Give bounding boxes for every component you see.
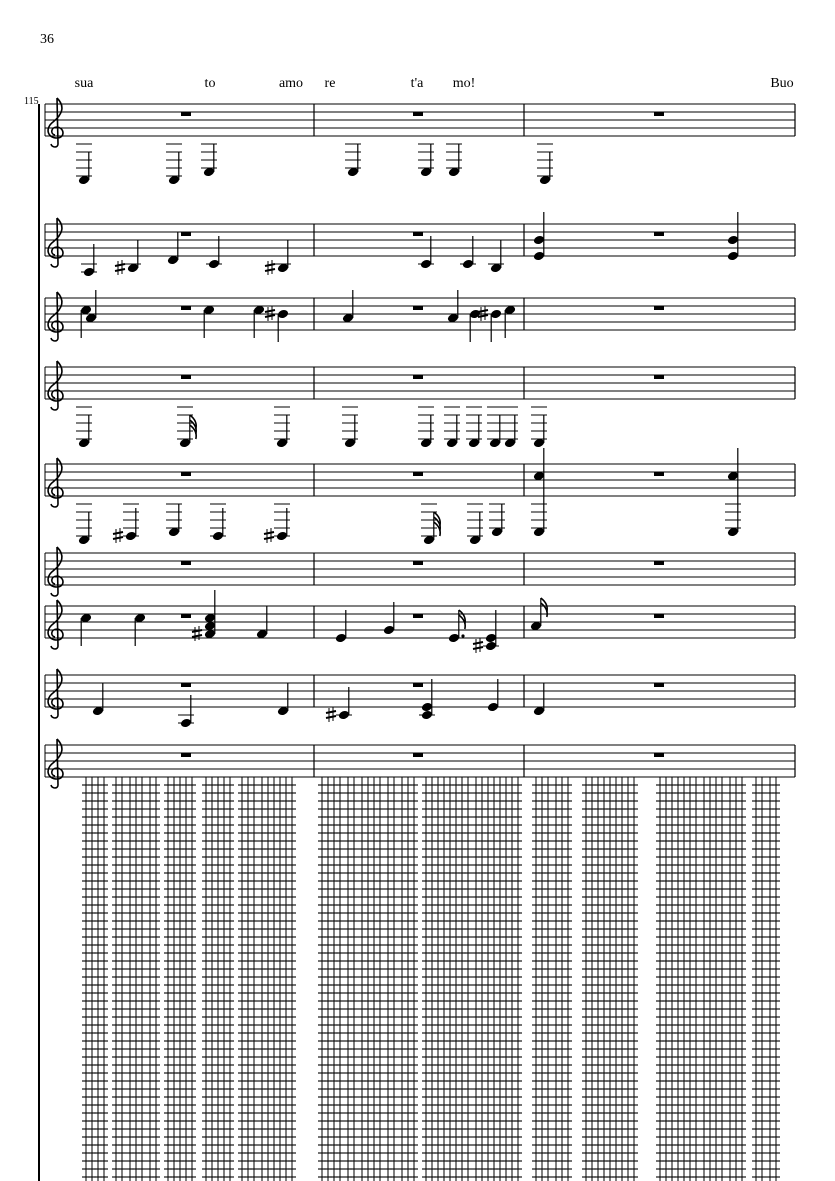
whole-rest — [413, 306, 423, 310]
lyric-syllable: Buo — [770, 76, 794, 91]
staff — [45, 464, 795, 496]
whole-rest — [181, 472, 191, 476]
sharp-icon — [264, 528, 274, 543]
staff — [45, 675, 795, 707]
note — [418, 236, 434, 269]
augmentation-dot — [461, 634, 464, 637]
lyric-syllable: to — [204, 76, 216, 91]
treble-clef-icon — [48, 458, 63, 507]
chord — [727, 212, 739, 261]
note — [167, 232, 179, 265]
lyric-syllable: mo! — [452, 76, 476, 91]
note — [203, 305, 215, 338]
staff — [45, 367, 795, 399]
note — [489, 504, 505, 537]
sharp-icon — [265, 306, 275, 321]
note — [421, 504, 440, 545]
page-number: 36 — [40, 32, 54, 47]
note — [418, 407, 434, 448]
whole-rest — [413, 112, 423, 116]
whole-rest — [181, 112, 191, 116]
ledger-columns — [82, 777, 780, 1181]
whole-rest — [413, 683, 423, 687]
sharp-icon — [192, 626, 202, 641]
staff — [45, 298, 795, 330]
note — [488, 240, 504, 273]
note — [469, 309, 481, 342]
note — [342, 290, 354, 323]
staff — [45, 553, 795, 585]
note — [446, 144, 462, 177]
note — [115, 240, 141, 275]
whole-rest — [181, 614, 191, 618]
whole-rest — [413, 472, 423, 476]
whole-rest — [654, 753, 664, 757]
note — [253, 305, 265, 338]
whole-rest — [413, 561, 423, 565]
note — [335, 610, 347, 643]
note — [92, 683, 104, 716]
whole-rest — [654, 614, 664, 618]
whole-rest — [181, 375, 191, 379]
note — [76, 504, 92, 545]
note — [166, 504, 182, 537]
lyric-syllable: re — [324, 76, 336, 91]
note — [467, 504, 483, 545]
treble-clef-icon — [48, 669, 63, 718]
note — [256, 606, 268, 639]
lyric-syllable: t'a — [410, 76, 424, 91]
note — [530, 598, 547, 631]
whole-rest — [181, 232, 191, 236]
chord — [531, 448, 547, 537]
chord — [473, 610, 499, 653]
treble-clef-icon — [48, 547, 63, 596]
note — [201, 144, 217, 177]
whole-rest — [413, 753, 423, 757]
note — [342, 407, 358, 448]
sharp-icon — [113, 528, 123, 543]
note — [460, 236, 476, 269]
sharp-icon — [473, 638, 483, 653]
note — [504, 305, 516, 338]
note — [265, 240, 291, 275]
note — [81, 244, 97, 277]
note — [76, 407, 92, 448]
treble-clef-icon — [48, 600, 63, 649]
note — [478, 306, 502, 342]
note — [277, 683, 289, 716]
whole-rest — [181, 753, 191, 757]
staff — [45, 104, 795, 136]
staff — [45, 745, 795, 777]
note — [487, 407, 503, 448]
whole-rest — [181, 561, 191, 565]
treble-clef-icon — [48, 218, 63, 267]
treble-clef-icon — [48, 739, 63, 788]
note — [466, 407, 482, 448]
note — [113, 504, 139, 543]
treble-clef-icon — [48, 98, 63, 147]
note — [265, 306, 289, 342]
note — [383, 602, 395, 635]
lyric-syllable: amo — [278, 76, 304, 91]
note — [264, 504, 290, 543]
note — [76, 144, 92, 185]
note — [177, 407, 196, 448]
measure-number: 115 — [24, 96, 39, 107]
whole-rest — [654, 561, 664, 565]
note — [274, 407, 290, 448]
chord — [725, 448, 741, 537]
note — [134, 613, 146, 646]
chord — [533, 212, 545, 261]
note — [206, 236, 222, 269]
staff — [45, 606, 795, 638]
note — [326, 687, 352, 722]
whole-rest — [654, 112, 664, 116]
note — [418, 144, 434, 177]
note — [487, 679, 499, 712]
whole-rest — [654, 306, 664, 310]
note — [502, 407, 518, 448]
whole-rest — [654, 232, 664, 236]
whole-rest — [413, 232, 423, 236]
note — [166, 144, 182, 185]
lyric-syllable: sua — [74, 76, 94, 91]
sharp-icon — [115, 260, 125, 275]
note — [345, 144, 361, 177]
treble-clef-icon — [48, 292, 63, 341]
note — [537, 144, 553, 185]
whole-rest — [181, 306, 191, 310]
note — [178, 695, 194, 728]
note — [210, 504, 226, 541]
treble-clef-icon — [48, 361, 63, 410]
sharp-icon — [265, 260, 275, 275]
whole-rest — [413, 375, 423, 379]
chord — [192, 590, 216, 641]
note — [531, 407, 547, 448]
whole-rest — [654, 375, 664, 379]
note — [444, 407, 460, 448]
whole-rest — [654, 683, 664, 687]
whole-rest — [654, 472, 664, 476]
note — [533, 683, 545, 716]
note — [447, 290, 459, 323]
whole-rest — [181, 683, 191, 687]
whole-rest — [413, 614, 423, 618]
sharp-icon — [326, 707, 336, 722]
staff — [45, 224, 795, 256]
note — [80, 613, 92, 646]
